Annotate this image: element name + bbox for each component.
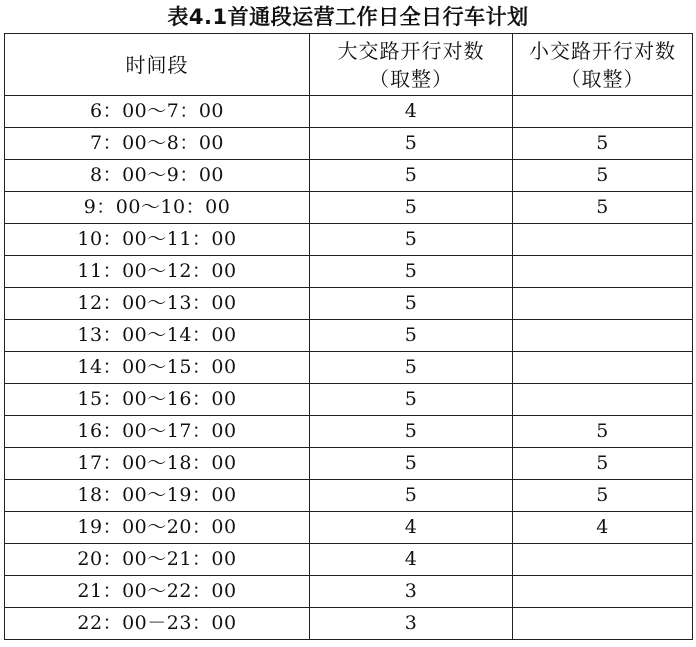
- cell-time-period: 12：00～13：00: [5, 288, 310, 320]
- cell-big-route-pairs: 3: [310, 576, 513, 608]
- cell-big-route-pairs: 5: [310, 160, 513, 192]
- cell-small-route-pairs: [513, 608, 693, 640]
- cell-small-route-pairs: [513, 384, 693, 416]
- cell-big-route-pairs: 4: [310, 512, 513, 544]
- table-row: [5, 96, 693, 128]
- table-row: [5, 384, 693, 416]
- cell-time-period: 7：00～8：00: [5, 128, 310, 160]
- cell-time-period: 10：00～11：00: [5, 224, 310, 256]
- cell-big-route-pairs: 4: [310, 544, 513, 576]
- cell-time-period: 6：00～7：00: [5, 96, 310, 128]
- cell-big-route-pairs: 4: [310, 96, 513, 128]
- cell-small-route-pairs: [513, 288, 693, 320]
- table-caption: 表4.1首通段运营工作日全日行车计划: [167, 5, 529, 29]
- cell-small-route-pairs: [513, 256, 693, 288]
- cell-small-route-pairs: 4: [513, 512, 693, 544]
- header-time-label: 时间段: [125, 52, 189, 77]
- cell-small-route-pairs: 5: [513, 160, 693, 192]
- cell-small-route-pairs: 5: [513, 416, 693, 448]
- cell-time-period: 22：00－23：00: [5, 608, 310, 640]
- cell-big-route-pairs: 5: [310, 288, 513, 320]
- header-big-route-label: 大交路开行对数: [337, 38, 485, 63]
- table-row: [5, 544, 693, 576]
- table-row: [5, 224, 693, 256]
- schedule-table: [4, 33, 693, 640]
- table-row: [5, 320, 693, 352]
- cell-time-period: 9：00～10：00: [5, 192, 310, 224]
- cell-small-route-pairs: 5: [513, 192, 693, 224]
- header-big-route: [310, 34, 513, 96]
- cell-small-route-pairs: [513, 576, 693, 608]
- cell-time-period: 17：00～18：00: [5, 448, 310, 480]
- cell-time-period: 15：00～16：00: [5, 384, 310, 416]
- header-time-period: [5, 34, 310, 96]
- cell-big-route-pairs: 5: [310, 448, 513, 480]
- table-row: [5, 608, 693, 640]
- cell-small-route-pairs: 5: [513, 480, 693, 512]
- cell-time-period: 11：00～12：00: [5, 256, 310, 288]
- cell-big-route-pairs: 5: [310, 352, 513, 384]
- cell-big-route-pairs: 5: [310, 480, 513, 512]
- header-small-route: [513, 34, 693, 96]
- cell-big-route-pairs: 5: [310, 320, 513, 352]
- cell-small-route-pairs: [513, 224, 693, 256]
- table-row: [5, 288, 693, 320]
- cell-small-route-pairs: [513, 544, 693, 576]
- table-row: [5, 192, 693, 224]
- table-header-row: [5, 34, 693, 96]
- header-small-route-label: 小交路开行对数: [529, 38, 676, 63]
- cell-small-route-pairs: [513, 352, 693, 384]
- table-body: [5, 96, 693, 640]
- cell-time-period: 13：00～14：00: [5, 320, 310, 352]
- header-big-route-note: （取整）: [369, 66, 453, 91]
- cell-small-route-pairs: 5: [513, 128, 693, 160]
- table-row: [5, 352, 693, 384]
- header-small-route-note: （取整）: [560, 66, 645, 91]
- cell-small-route-pairs: 5: [513, 448, 693, 480]
- cell-big-route-pairs: 5: [310, 128, 513, 160]
- table-row: [5, 576, 693, 608]
- table-row: [5, 480, 693, 512]
- table-row: [5, 160, 693, 192]
- cell-big-route-pairs: 5: [310, 256, 513, 288]
- cell-small-route-pairs: [513, 320, 693, 352]
- cell-time-period: 16：00～17：00: [5, 416, 310, 448]
- cell-big-route-pairs: 3: [310, 608, 513, 640]
- cell-big-route-pairs: 5: [310, 416, 513, 448]
- cell-big-route-pairs: 5: [310, 192, 513, 224]
- table-row: [5, 416, 693, 448]
- cell-time-period: 8：00～9：00: [5, 160, 310, 192]
- cell-big-route-pairs: 5: [310, 384, 513, 416]
- cell-big-route-pairs: 5: [310, 224, 513, 256]
- cell-small-route-pairs: [513, 96, 693, 128]
- cell-time-period: 18：00～19：00: [5, 480, 310, 512]
- cell-time-period: 19：00～20：00: [5, 512, 310, 544]
- cell-time-period: 21：00～22：00: [5, 576, 310, 608]
- table-row: [5, 512, 693, 544]
- table-row: [5, 128, 693, 160]
- table-row: [5, 256, 693, 288]
- cell-time-period: 14：00～15：00: [5, 352, 310, 384]
- table-row: [5, 448, 693, 480]
- cell-time-period: 20：00～21：00: [5, 544, 310, 576]
